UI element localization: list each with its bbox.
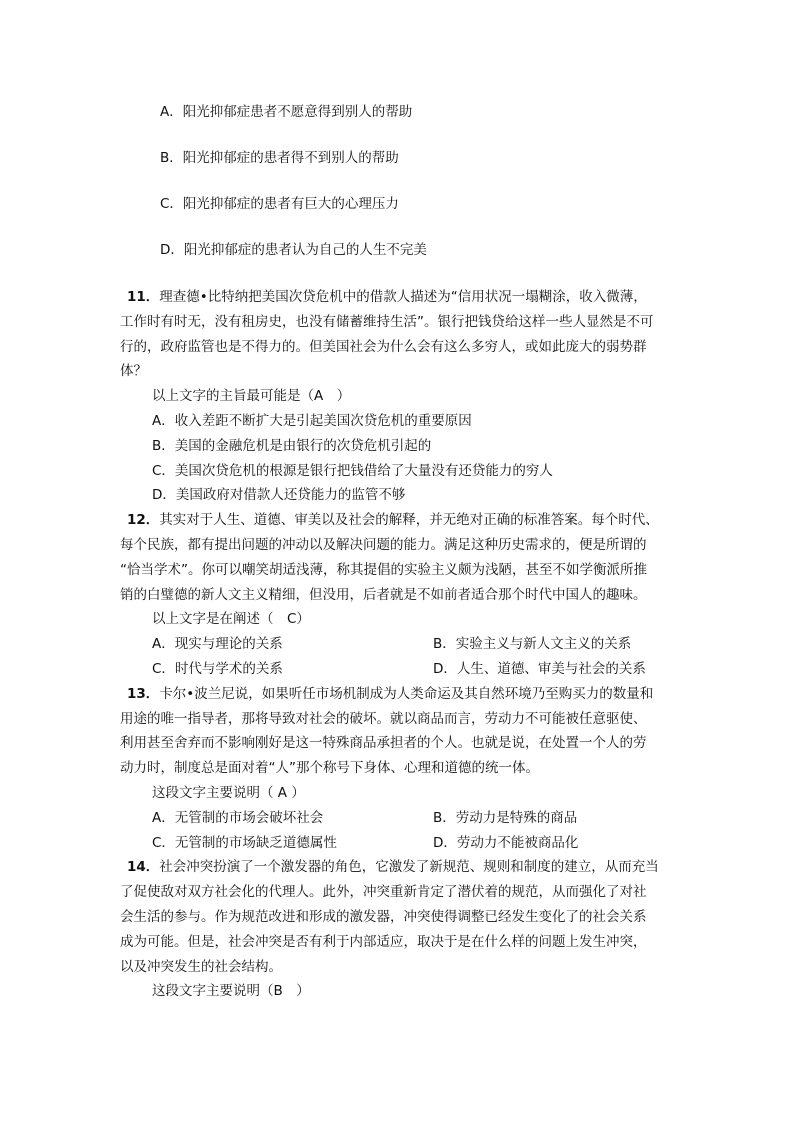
question-prompt: 以上文字的主旨最可能是（A ） (152, 388, 351, 405)
question-text: 工作时有时无，没有租房史，也没有储蓄维持生活”。银行把钱贷给这样一些人显然是不可 (120, 313, 654, 330)
question-text: 社会冲突扮演了一个激发器的角色，它激发了新规范、规则和制度的建立，从而充当 (159, 859, 659, 876)
option-d: D．人生、道德、审美与社会的关系 (433, 660, 646, 677)
option-a: A．阳光抑郁症患者不愿意得到别人的帮助 (160, 104, 413, 120)
question-number: 13． (127, 685, 160, 702)
previous-question-options (160, 102, 427, 286)
option-b: B．阳光抑郁症的患者得不到别人的帮助 (160, 150, 399, 166)
question-prompt: 这段文字主要说明（ A ） (152, 784, 305, 801)
question-text: 卡尔•波兰尼说，如果听任市场机制成为人类命运及其自然环境乃至购买力的数量和 (159, 685, 654, 702)
question-text: 行的，政府监管也是不得力的。但美国社会为什么会有这么多穷人，或如此庞大的弱势群 (120, 338, 647, 355)
option-a: A．无管制的市场会破坏社会 (152, 809, 324, 826)
question-number: 12． (127, 512, 160, 529)
option-c: C．时代与学术的关系 (152, 660, 283, 677)
question-text: 体？ (120, 363, 147, 380)
option-d: D．阳光抑郁症的患者认为自己的人生不完美 (160, 242, 427, 258)
option-a: A．收入差距不断扩大是引起美国次贷危机的重要原因 (152, 412, 472, 429)
question-number: 14． (127, 859, 160, 876)
question-text: 动力时，制度总是面对着“人”那个称号下身体、心理和道德的统一体。 (120, 760, 539, 777)
option-b: B．劳动力是特殊的商品 (433, 809, 578, 826)
question-text: 其实对于人生、道德、审美以及社会的解释，并无绝对正确的标准答案。每个时代、 (159, 512, 659, 529)
option-c: C．无管制的市场缺乏道德属性 (152, 834, 337, 851)
question-text: 每个民族，都有提出问题的冲动以及解决问题的能力。满足这种历史需求的，便是所谓的 (120, 536, 647, 553)
question-prompt: 这段文字主要说明（B ） (152, 983, 310, 1000)
question-12 (120, 508, 680, 682)
document-body (120, 285, 680, 1004)
question-text: 以及冲突发生的社会结构。 (120, 958, 282, 975)
option-a: A．现实与理论的关系 (152, 636, 283, 653)
question-text: 成为可能。但是，社会冲突是否有利于内部适应，取决于是在什么样的问题上发生冲突， (120, 933, 647, 950)
option-b: B．实验主义与新人文主义的关系 (433, 636, 632, 653)
question-number: 11． (127, 289, 160, 305)
question-prompt: 以上文字是在阐述（ C） (152, 611, 310, 628)
question-text: 销的白璧德的新人文主义精细，但没用，后者就是不如前者适合那个时代中国人的趣味。 (120, 586, 647, 603)
option-d: D．劳动力不能被商品化 (433, 834, 579, 851)
question-text: “恰当学术”。你可以嘲笑胡适浅薄，称其提倡的实验主义颇为浅陋，甚至不如学衡派所推 (120, 561, 647, 578)
option-c: C．美国次贷危机的根源是银行把钱借给了大量没有还贷能力的穷人 (152, 462, 553, 479)
question-11 (120, 285, 680, 508)
option-b: B．美国的金融危机是由银行的次贷危机引起的 (152, 437, 432, 454)
question-text: 用途的唯一指导者，那将导致对社会的破坏。就以商品而言，劳动力不可能被任意驱使、 (120, 710, 647, 727)
option-c: C．阳光抑郁症的患者有巨大的心理压力 (160, 196, 399, 212)
question-text: 了促使敌对双方社会化的代理人。此外，冲突重新肯定了潜伏着的规范，从而强化了对社 (120, 884, 647, 901)
question-14 (120, 855, 680, 1004)
question-13 (120, 682, 680, 856)
question-text: 理查德•比特纳把美国次贷危机中的借款人描述为“信用状况一塌糊涂，收入微薄， (159, 289, 647, 305)
question-text: 利用甚至舍弃而不影响刚好是这一特殊商品承担者的个人。也就是说，在处置一个人的劳 (120, 735, 647, 752)
question-text: 会生活的参与。作为规范改进和形成的激发器，冲突使得调整已经发生变化了的社会关系 (120, 908, 647, 925)
option-d: D．美国政府对借款人还贷能力的监管不够 (152, 487, 406, 504)
